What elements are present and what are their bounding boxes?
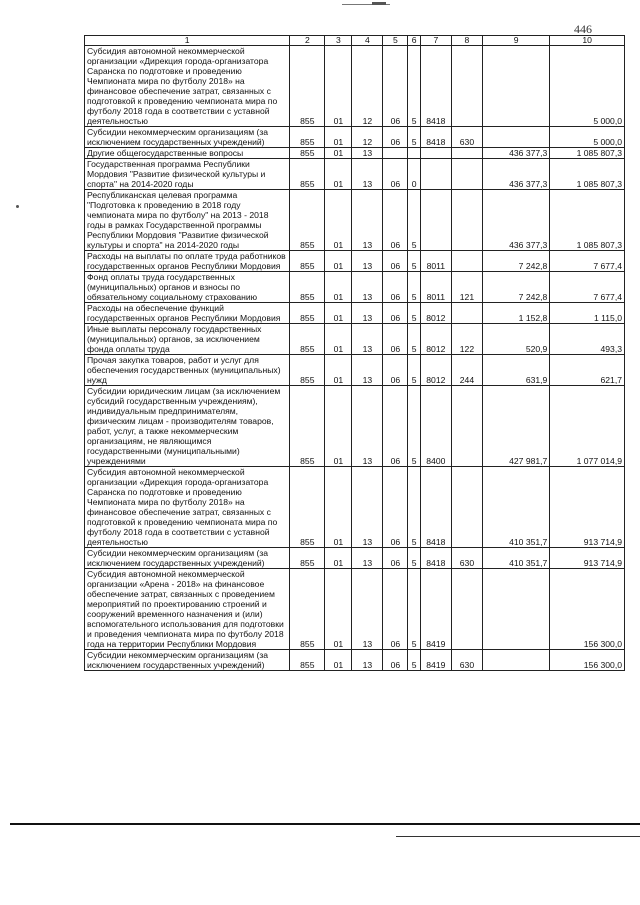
code-cell: 13 (352, 303, 383, 324)
table-row (85, 569, 625, 650)
code-cell: 13 (352, 272, 383, 303)
code-cell: 06 (383, 355, 408, 386)
code-cell: 5 (408, 386, 420, 467)
code-cell: 8418 (420, 467, 451, 548)
code-cell: 122 (451, 324, 482, 355)
amount-cell: 493,3 (550, 324, 625, 355)
code-cell: 01 (325, 46, 352, 127)
amount-cell: 1 077 014,9 (550, 386, 625, 467)
table-row (85, 251, 625, 272)
amount-cell: 1 115,0 (550, 303, 625, 324)
table-row (85, 324, 625, 355)
amount-cell: 436 377,3 (482, 190, 549, 251)
amount-cell: 1 085 807,3 (550, 148, 625, 159)
code-cell: 5 (408, 272, 420, 303)
code-cell: 01 (325, 127, 352, 148)
budget-table (84, 35, 625, 671)
table-row (85, 355, 625, 386)
code-cell: 855 (290, 127, 325, 148)
code-cell: 855 (290, 355, 325, 386)
table-row (85, 272, 625, 303)
amount-cell: 7 242,8 (482, 251, 549, 272)
amount-cell (482, 569, 549, 650)
code-cell: 01 (325, 386, 352, 467)
code-cell: 13 (352, 251, 383, 272)
code-cell (451, 148, 482, 159)
code-cell: 12 (352, 46, 383, 127)
table-row (85, 386, 625, 467)
column-header: 7 (420, 36, 451, 46)
code-cell: 0 (408, 159, 420, 190)
code-cell: 13 (352, 548, 383, 569)
code-cell: 8012 (420, 355, 451, 386)
code-cell (420, 190, 451, 251)
code-cell: 630 (451, 548, 482, 569)
code-cell: 13 (352, 159, 383, 190)
code-cell: 855 (290, 46, 325, 127)
table-row (85, 650, 625, 671)
amount-cell: 410 351,7 (482, 548, 549, 569)
table-header-row (85, 36, 625, 46)
amount-cell: 436 377,3 (482, 148, 549, 159)
table-row (85, 148, 625, 159)
code-cell: 5 (408, 303, 420, 324)
code-cell: 244 (451, 355, 482, 386)
code-cell: 5 (408, 548, 420, 569)
code-cell: 5 (408, 324, 420, 355)
amount-cell (482, 127, 549, 148)
row-description: Субсидии некоммерческим организациям (за исключением государственных учреждений) (85, 650, 290, 671)
code-cell: 121 (451, 272, 482, 303)
code-cell: 855 (290, 272, 325, 303)
code-cell: 06 (383, 251, 408, 272)
code-cell (451, 190, 482, 251)
scan-border-line (396, 836, 640, 837)
row-description: Субсидия автономной некоммерческой организации «Дирекция города-организатора Саранска по подготовке и проведению Чемпионата мира по футболу 2018» на финансовое обеспечение затрат, связанных с подготовкой к проведению чемпионата мира по футболу 2018 года в соответствии с уставной деятельностью (85, 467, 290, 548)
row-description: Другие общегосударственные вопросы (85, 148, 290, 159)
row-description: Субсидии некоммерческим организациям (за исключением государственных учреждений) (85, 127, 290, 148)
code-cell: 06 (383, 386, 408, 467)
code-cell: 01 (325, 569, 352, 650)
table-row (85, 46, 625, 127)
code-cell (420, 159, 451, 190)
table-row (85, 467, 625, 548)
code-cell: 855 (290, 159, 325, 190)
code-cell: 12 (352, 127, 383, 148)
table-row (85, 190, 625, 251)
code-cell: 5 (408, 467, 420, 548)
code-cell: 13 (352, 467, 383, 548)
column-header: 10 (550, 36, 625, 46)
code-cell: 5 (408, 569, 420, 650)
code-cell (408, 148, 420, 159)
code-cell (451, 46, 482, 127)
code-cell: 5 (408, 46, 420, 127)
code-cell: 01 (325, 159, 352, 190)
code-cell: 06 (383, 272, 408, 303)
code-cell (451, 386, 482, 467)
code-cell: 855 (290, 324, 325, 355)
code-cell: 8400 (420, 386, 451, 467)
code-cell: 01 (325, 324, 352, 355)
row-description: Иные выплаты персоналу государственных (муниципальных) органов, за исключением фонда оплаты труда (85, 324, 290, 355)
code-cell: 06 (383, 650, 408, 671)
code-cell (451, 303, 482, 324)
amount-cell: 7 677,4 (550, 251, 625, 272)
code-cell: 06 (383, 46, 408, 127)
amount-cell: 156 300,0 (550, 569, 625, 650)
code-cell (420, 148, 451, 159)
code-cell: 13 (352, 355, 383, 386)
amount-cell (482, 650, 549, 671)
code-cell: 5 (408, 650, 420, 671)
code-cell: 13 (352, 190, 383, 251)
row-description: Субсидии некоммерческим организациям (за исключением государственных учреждений) (85, 548, 290, 569)
code-cell: 01 (325, 148, 352, 159)
amount-cell: 5 000,0 (550, 46, 625, 127)
code-cell: 855 (290, 467, 325, 548)
code-cell: 5 (408, 190, 420, 251)
table-row (85, 548, 625, 569)
code-cell: 8012 (420, 303, 451, 324)
code-cell: 06 (383, 324, 408, 355)
code-cell: 06 (383, 303, 408, 324)
code-cell: 5 (408, 355, 420, 386)
scan-mark (342, 4, 390, 7)
scan-border-line (10, 823, 640, 825)
code-cell: 13 (352, 148, 383, 159)
amount-cell: 427 981,7 (482, 386, 549, 467)
amount-cell: 520,9 (482, 324, 549, 355)
amount-cell: 7 242,8 (482, 272, 549, 303)
code-cell: 8419 (420, 569, 451, 650)
amount-cell: 436 377,3 (482, 159, 549, 190)
code-cell: 8418 (420, 127, 451, 148)
code-cell: 06 (383, 159, 408, 190)
code-cell (451, 251, 482, 272)
column-header: 3 (325, 36, 352, 46)
code-cell: 5 (408, 251, 420, 272)
amount-cell: 410 351,7 (482, 467, 549, 548)
code-cell: 855 (290, 548, 325, 569)
code-cell: 06 (383, 569, 408, 650)
row-description: Субсидия автономной некоммерческой организации «Дирекция города-организатора Саранска по подготовке и проведению Чемпионата мира по футболу 2018» на финансовое обеспечение затрат, связанных с подготовкой к проведению чемпионата мира по футболу 2018 года в соответствии с уставной деятельностью (85, 46, 290, 127)
code-cell: 8011 (420, 251, 451, 272)
row-description: Расходы на выплаты по оплате труда работников государственных органов Республики Мордовия (85, 251, 290, 272)
row-description: Субсидии юридическим лицам (за исключением субсидий государственным учреждениям), индивидуальным предпринимателям, физическим лицам - производителям товаров, работ, услуг, а также некоммерческим организациям, не являющимся государственными (муниципальными) учреждениями (85, 386, 290, 467)
code-cell: 01 (325, 251, 352, 272)
code-cell: 01 (325, 272, 352, 303)
column-header: 5 (383, 36, 408, 46)
row-description: Расходы на обеспечение функций государственных органов Республики Мордовия (85, 303, 290, 324)
row-description: Государственная программа Республики Мордовия "Развитие физической культуры и спорта" на 2014-2020 годы (85, 159, 290, 190)
code-cell: 01 (325, 303, 352, 324)
table-row (85, 303, 625, 324)
code-cell: 8012 (420, 324, 451, 355)
row-description: Субсидия автономной некоммерческой организации «Арена - 2018» на финансовое обеспечение затрат, связанных с проведением мероприятий по проектированию строений и сооружений временного назначения и (или) вспомогательного использования для подготовки и проведения чемпионата мира по футболу 2018 года на территории Республики Мордовия (85, 569, 290, 650)
amount-cell: 913 714,9 (550, 548, 625, 569)
code-cell: 13 (352, 386, 383, 467)
code-cell: 855 (290, 303, 325, 324)
column-header: 1 (85, 36, 290, 46)
code-cell: 01 (325, 355, 352, 386)
table-row (85, 127, 625, 148)
amount-cell (482, 46, 549, 127)
page-number: 446 (574, 22, 592, 36)
code-cell: 13 (352, 324, 383, 355)
code-cell: 855 (290, 190, 325, 251)
code-cell: 01 (325, 548, 352, 569)
code-cell: 06 (383, 548, 408, 569)
code-cell: 855 (290, 251, 325, 272)
code-cell: 8418 (420, 548, 451, 569)
code-cell: 8011 (420, 272, 451, 303)
amount-cell: 5 000,0 (550, 127, 625, 148)
code-cell: 855 (290, 148, 325, 159)
amount-cell: 621,7 (550, 355, 625, 386)
code-cell: 06 (383, 467, 408, 548)
code-cell (383, 148, 408, 159)
code-cell: 8419 (420, 650, 451, 671)
code-cell: 01 (325, 467, 352, 548)
code-cell: 06 (383, 190, 408, 251)
row-description: Прочая закупка товаров, работ и услуг для обеспечения государственных (муниципальных) нужд (85, 355, 290, 386)
amount-cell: 156 300,0 (550, 650, 625, 671)
code-cell (451, 159, 482, 190)
amount-cell: 7 677,4 (550, 272, 625, 303)
code-cell: 01 (325, 190, 352, 251)
column-header: 9 (482, 36, 549, 46)
row-description: Республиканская целевая программа "Подготовка к проведению в 2018 году чемпионата мира по футболу" на 2013 - 2018 годы в рамках Государственной программы Республики Мордовия "Развитие физической культуры и спорта" на 2014-2020 годы (85, 190, 290, 251)
amount-cell: 1 085 807,3 (550, 190, 625, 251)
code-cell (451, 569, 482, 650)
code-cell: 855 (290, 386, 325, 467)
amount-cell: 631,9 (482, 355, 549, 386)
column-header: 8 (451, 36, 482, 46)
amount-cell: 1 085 807,3 (550, 159, 625, 190)
code-cell: 01 (325, 650, 352, 671)
amount-cell: 913 714,9 (550, 467, 625, 548)
column-header: 4 (352, 36, 383, 46)
column-header: 6 (408, 36, 420, 46)
table-row (85, 159, 625, 190)
code-cell: 5 (408, 127, 420, 148)
code-cell: 8418 (420, 46, 451, 127)
code-cell: 06 (383, 127, 408, 148)
code-cell: 630 (451, 127, 482, 148)
column-header: 2 (290, 36, 325, 46)
code-cell: 13 (352, 569, 383, 650)
amount-cell: 1 152,8 (482, 303, 549, 324)
code-cell (451, 467, 482, 548)
code-cell: 13 (352, 650, 383, 671)
code-cell: 855 (290, 650, 325, 671)
code-cell: 630 (451, 650, 482, 671)
code-cell: 855 (290, 569, 325, 650)
scan-speck (16, 205, 19, 208)
row-description: Фонд оплаты труда государственных (муниципальных) органов и взносы по обязательному социальному страхованию (85, 272, 290, 303)
